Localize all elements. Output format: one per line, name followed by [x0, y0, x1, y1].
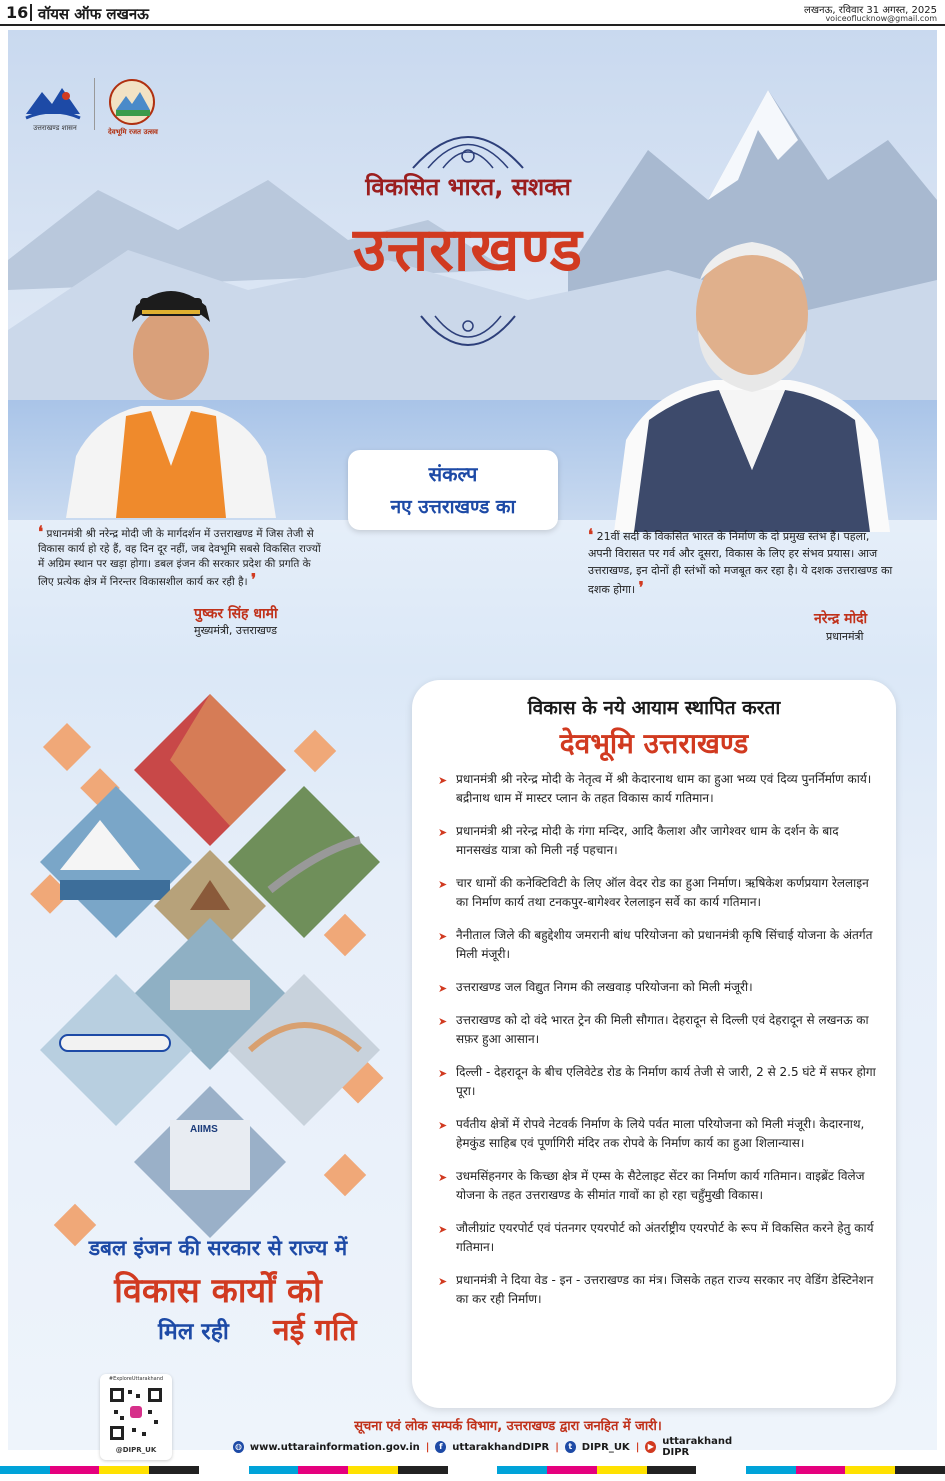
printer-color-bar: [0, 1466, 945, 1474]
prime-minister-quote-text: 21वीं सदी के विकसित भारत के निर्माण के दो प्रमुख स्तंभ हैं। पहला, अपनी विरासत पर गर्व और दूसरा, विकास के लिए हर संभव प्रयास। आज उत्तराखण्ड, इन दोनों ही स्तंभों को मजबूत कर रहा है। ये दशक उत्तराखण्ड का दशक होगा।: [588, 530, 893, 596]
bullet-arrow-icon: ➤: [438, 1119, 448, 1132]
list-item: ➤ प्रधानमंत्री ने दिया वेड - इन - उत्तराखण्ड का मंत्र। जिसके तहत राज्य सरकार नए वेडिंग डेस्टिनेशन का कर रही निर्माण।: [438, 1273, 874, 1306]
twitter-link[interactable]: DIPR_UK: [581, 1441, 630, 1453]
footer-separator: |: [555, 1441, 559, 1453]
decor-square: [43, 723, 91, 771]
header-divider: [30, 4, 32, 21]
headline-title: उत्तराखण्ड: [352, 215, 584, 285]
bullet-arrow-icon: ➤: [438, 1223, 448, 1236]
card-title: देवभूमि उत्तराखण्ड: [559, 727, 749, 760]
achievements-card: [412, 680, 896, 1408]
website-link[interactable]: www.uttarainformation.gov.in: [249, 1441, 420, 1453]
qr-hashtag: #ExploreUttarakhand: [108, 1376, 164, 1382]
facebook-icon: f: [435, 1441, 446, 1453]
card-heading: विकास के नये आयाम स्थापित करता: [527, 697, 781, 719]
headline-subtitle: विकसित भारत, सशक्त: [365, 173, 571, 201]
chief-minister-role: मुख्यमंत्री, उत्तराखण्ड: [194, 624, 277, 637]
close-quote-icon: ❜: [250, 570, 257, 589]
achievements-list: [436, 770, 876, 1323]
issued-by-line: सूचना एवं लोक सम्पर्क विभाग, उत्तराखण्ड द्वारा जनहित में जारी।: [354, 1419, 662, 1434]
list-item: ➤ प्रधानमंत्री श्री नरेन्द्र मोदी के गंगा मन्दिर, आदि कैलाश और जागेश्वर धाम के दर्शन के बाद मानसखंड यात्रा को मिली नई पहचान।: [438, 824, 839, 857]
dateline: लखनऊ, रविवार 31 अगस्त, 2025: [804, 5, 937, 16]
youtube-icon: ▶: [645, 1441, 656, 1453]
qr-handle: @DIPR_UK: [115, 1446, 157, 1454]
bullet-arrow-icon: ➤: [438, 982, 448, 995]
decor-square: [324, 914, 366, 956]
list-item: ➤ पर्वतीय क्षेत्रों में रोपवे नेटवर्क निर्माण के लिये पर्वत माला परियोजना को मिली मंजूरी। केदारनाथ, हेमकुंड साहिब एवं पूर्णागिरी मंदिर तक रोपवे के निर्माण कार्य का हुआ शिलान्यास।: [438, 1117, 865, 1150]
bullet-arrow-icon: ➤: [438, 1067, 448, 1080]
qr-code-icon: [108, 1386, 164, 1442]
list-item: ➤ नैनीताल जिले की बहुद्देशीय जमरानी बांध परियोजना को प्रधानमंत्री कृषि सिंचाई योजना के अंतर्गत मिली मंजूरी।: [438, 928, 873, 961]
prime-minister-role: प्रधानमंत्री: [826, 630, 864, 643]
prime-minister-portrait: [604, 210, 900, 532]
double-engine-line1: डबल इंजन की सरकार से राज्य में: [88, 1236, 348, 1260]
facebook-link[interactable]: uttarakhandDIPR: [452, 1441, 550, 1453]
bullet-arrow-icon: ➤: [438, 826, 448, 839]
list-item: ➤ दिल्ली - देहरादून के बीच एलिवेटेड रोड के निर्माण कार्य तेजी से जारी, 2 से 2.5 घंटे में सफर होगा पूरा।: [438, 1065, 876, 1098]
list-item: ➤ उधमसिंहनगर के किच्छा क्षेत्र में एम्स के सैटेलाइट सेंटर का निर्माण कार्य गतिमान। वाइब्रेंट विलेज योजना के तहत उत्तराखण्ड के सीमांत गावों का हो रहा चहुँमुखी विकास।: [438, 1169, 865, 1202]
government-logos: [20, 78, 170, 138]
chief-minister-quote-text: प्रधानमंत्री श्री नरेन्द्र मोदी जी के मार्गदर्शन में उत्तराखण्ड में जिस तेजी से विकास कार्य हो रहे हैं, वह दिन दूर नहीं, जब देवभूमि सबसे विकसित राज्यों में अग्रिम स्थान पर खड़ा होगा। डबल इंजन की सरकार प्रदेश की प्रगति के लिए प्रत्येक क्षेत्र में निरन्तर विकासशील कार्य कर रही है।: [38, 528, 321, 588]
double-engine-line3: मिल रही: [158, 1319, 229, 1345]
open-quote-icon: ❛: [588, 525, 594, 544]
prime-minister-name: नरेन्द्र मोदी: [814, 611, 868, 627]
sankalp-title: संकल्प: [428, 462, 478, 486]
close-quote-icon: ❜: [638, 578, 644, 597]
newspaper-email: voiceoflucknow@gmail.com: [825, 14, 937, 23]
double-engine-line4: नई गति: [273, 1313, 357, 1348]
sankalp-box: [348, 450, 558, 530]
decor-square: [324, 1154, 366, 1196]
social-links-row: [233, 1436, 753, 1458]
qr-code-box[interactable]: [100, 1374, 172, 1460]
bullet-arrow-icon: ➤: [438, 1015, 448, 1028]
list-item: ➤ चार धामों की कनेक्टिविटी के लिए ऑल वेदर रोड का हुआ निर्माण। ऋषिकेश कर्णप्रयाग रेललाइन का निर्माण कार्य तथा टनकपुर-बागेश्वर रेललाइन सर्वे का कार्य गतिमान।: [438, 876, 869, 909]
logo-divider: [94, 78, 95, 130]
page-number: 16: [6, 3, 29, 22]
bullet-arrow-icon: ➤: [438, 930, 448, 943]
bullet-arrow-icon: ➤: [438, 1275, 448, 1288]
advertisement-panel: [8, 30, 937, 1458]
footer-separator: |: [635, 1441, 640, 1453]
newspaper-header: [0, 0, 945, 26]
mandala-ornament-icon: [403, 116, 533, 170]
list-item: ➤ जौलीग्रांट एयरपोर्ट एवं पंतनगर एयरपोर्ट को अंतर्राष्ट्रीय एयरपोर्ट के रूप में विकसित करने हेतु कार्य गतिमान।: [438, 1221, 874, 1254]
list-item: ➤ प्रधानमंत्री श्री नरेन्द्र मोदी के नेतृत्व में श्री केदारनाथ धाम का हुआ भव्य एवं दिव्य पुनर्निर्माण कार्य। बद्रीनाथ धाम में मास्टर प्लान के तहत विकास कार्य गतिमान।: [438, 772, 872, 805]
uttarakhand-shasan-label: उत्तराखण्ड शासन: [33, 124, 77, 132]
open-quote-icon: ❛: [38, 522, 44, 541]
aiims-label: AIIMS: [190, 1124, 218, 1135]
development-photo-collage: [30, 690, 400, 1250]
bullet-arrow-icon: ➤: [438, 1171, 448, 1184]
footer-separator: |: [425, 1441, 430, 1453]
decor-square: [294, 730, 336, 772]
list-item: ➤ उत्तराखण्ड जल विद्युत निगम की लखवाड़ परियोजना को मिली मंजूरी।: [436, 978, 876, 997]
bullet-arrow-icon: ➤: [438, 774, 448, 787]
double-engine-line2: विकास कार्यों को: [114, 1271, 322, 1311]
youtube-link[interactable]: uttarakhand DIPR: [662, 1436, 733, 1458]
chief-minister-name: पुष्कर सिंह धामी: [194, 606, 278, 622]
prime-minister-quote: [588, 526, 894, 598]
sankalp-subtitle: नए उत्तराखण्ड का: [390, 496, 516, 518]
globe-icon: ◍: [234, 1442, 242, 1451]
list-item: ➤ उत्तराखण्ड को दो वंदे भारत ट्रेन की मिली सौगात। देहरादून से दिल्ली एवं देहरादून से लखनऊ का सफ़र हुआ आसान।: [438, 1013, 869, 1046]
bullet-arrow-icon: ➤: [438, 878, 448, 891]
twitter-icon: t: [565, 1441, 576, 1453]
chief-minister-quote: [38, 524, 328, 590]
chief-minister-portrait: [56, 266, 286, 518]
newspaper-name: वॉयस ऑफ लखनऊ: [38, 5, 149, 23]
devbhoomi-rajat-utsav-logo-icon: [102, 78, 162, 128]
devbhoomi-rajat-utsav-label: देवभूमि रजत उत्सव: [108, 128, 158, 136]
mandala-ornament-bottom-icon: [413, 314, 523, 360]
